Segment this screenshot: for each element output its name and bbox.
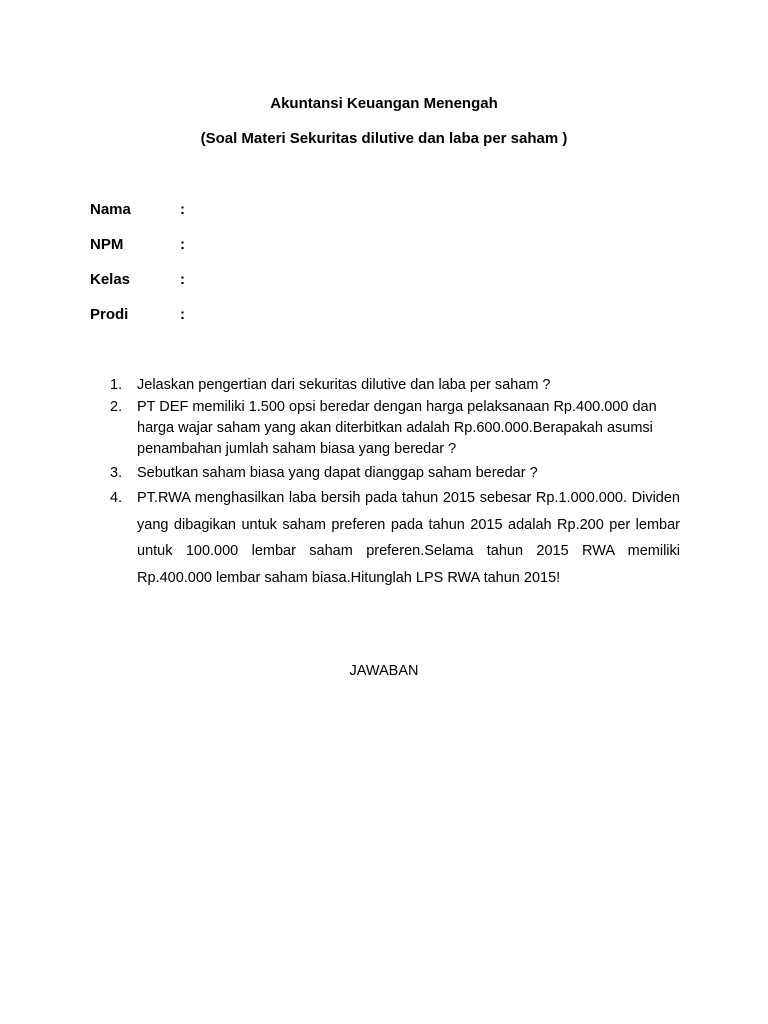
- question-1: [110, 375, 680, 395]
- question-3: [110, 463, 680, 483]
- question-number: 1.: [110, 377, 123, 393]
- question-number: 3.: [110, 465, 123, 481]
- field-colon: :: [180, 306, 185, 323]
- field-colon: :: [180, 271, 185, 288]
- question-number: 4.: [110, 490, 123, 506]
- document-title: Akuntansi Keuangan Menengah: [270, 95, 498, 112]
- question-4: [110, 485, 680, 591]
- answer-heading: JAWABAN: [349, 663, 419, 679]
- question-text: Jelaskan pengertian dari sekuritas dilutive dan laba per saham ?: [137, 377, 551, 393]
- field-nama: [90, 201, 185, 218]
- field-label: Prodi: [90, 306, 129, 323]
- question-text: PT.RWA menghasilkan laba bersih pada tahun 2015 sebesar Rp.1.000.000. Dividen yang dibagikan untuk saham preferen pada tahun 2015 adalah Rp.200 per lembar untuk 100.000 lembar saham preferen.Selama tahun 2015 RWA memiliki Rp.400.000 lembar saham biasa.Hitunglah LPS RWA tahun 2015!: [137, 490, 680, 586]
- question-text: PT DEF memiliki 1.500 opsi beredar dengan harga pelaksanaan Rp.400.000 dan harga wajar saham yang akan diterbitkan adalah Rp.600.000.Berapakah asumsi penambahan jumlah saham biasa yang beredar ?: [137, 399, 657, 457]
- field-colon: :: [180, 201, 185, 218]
- field-label: NPM: [90, 236, 124, 253]
- field-kelas: [90, 271, 185, 288]
- field-npm: [90, 236, 185, 253]
- field-prodi: [90, 306, 185, 323]
- document-subtitle: (Soal Materi Sekuritas dilutive dan laba per saham ): [200, 130, 568, 147]
- field-label: Nama: [90, 201, 131, 218]
- question-2: [110, 397, 680, 460]
- question-text: Sebutkan saham biasa yang dapat dianggap saham beredar ?: [137, 465, 538, 481]
- question-number: 2.: [110, 399, 123, 415]
- field-label: Kelas: [90, 271, 131, 288]
- field-colon: :: [180, 236, 185, 253]
